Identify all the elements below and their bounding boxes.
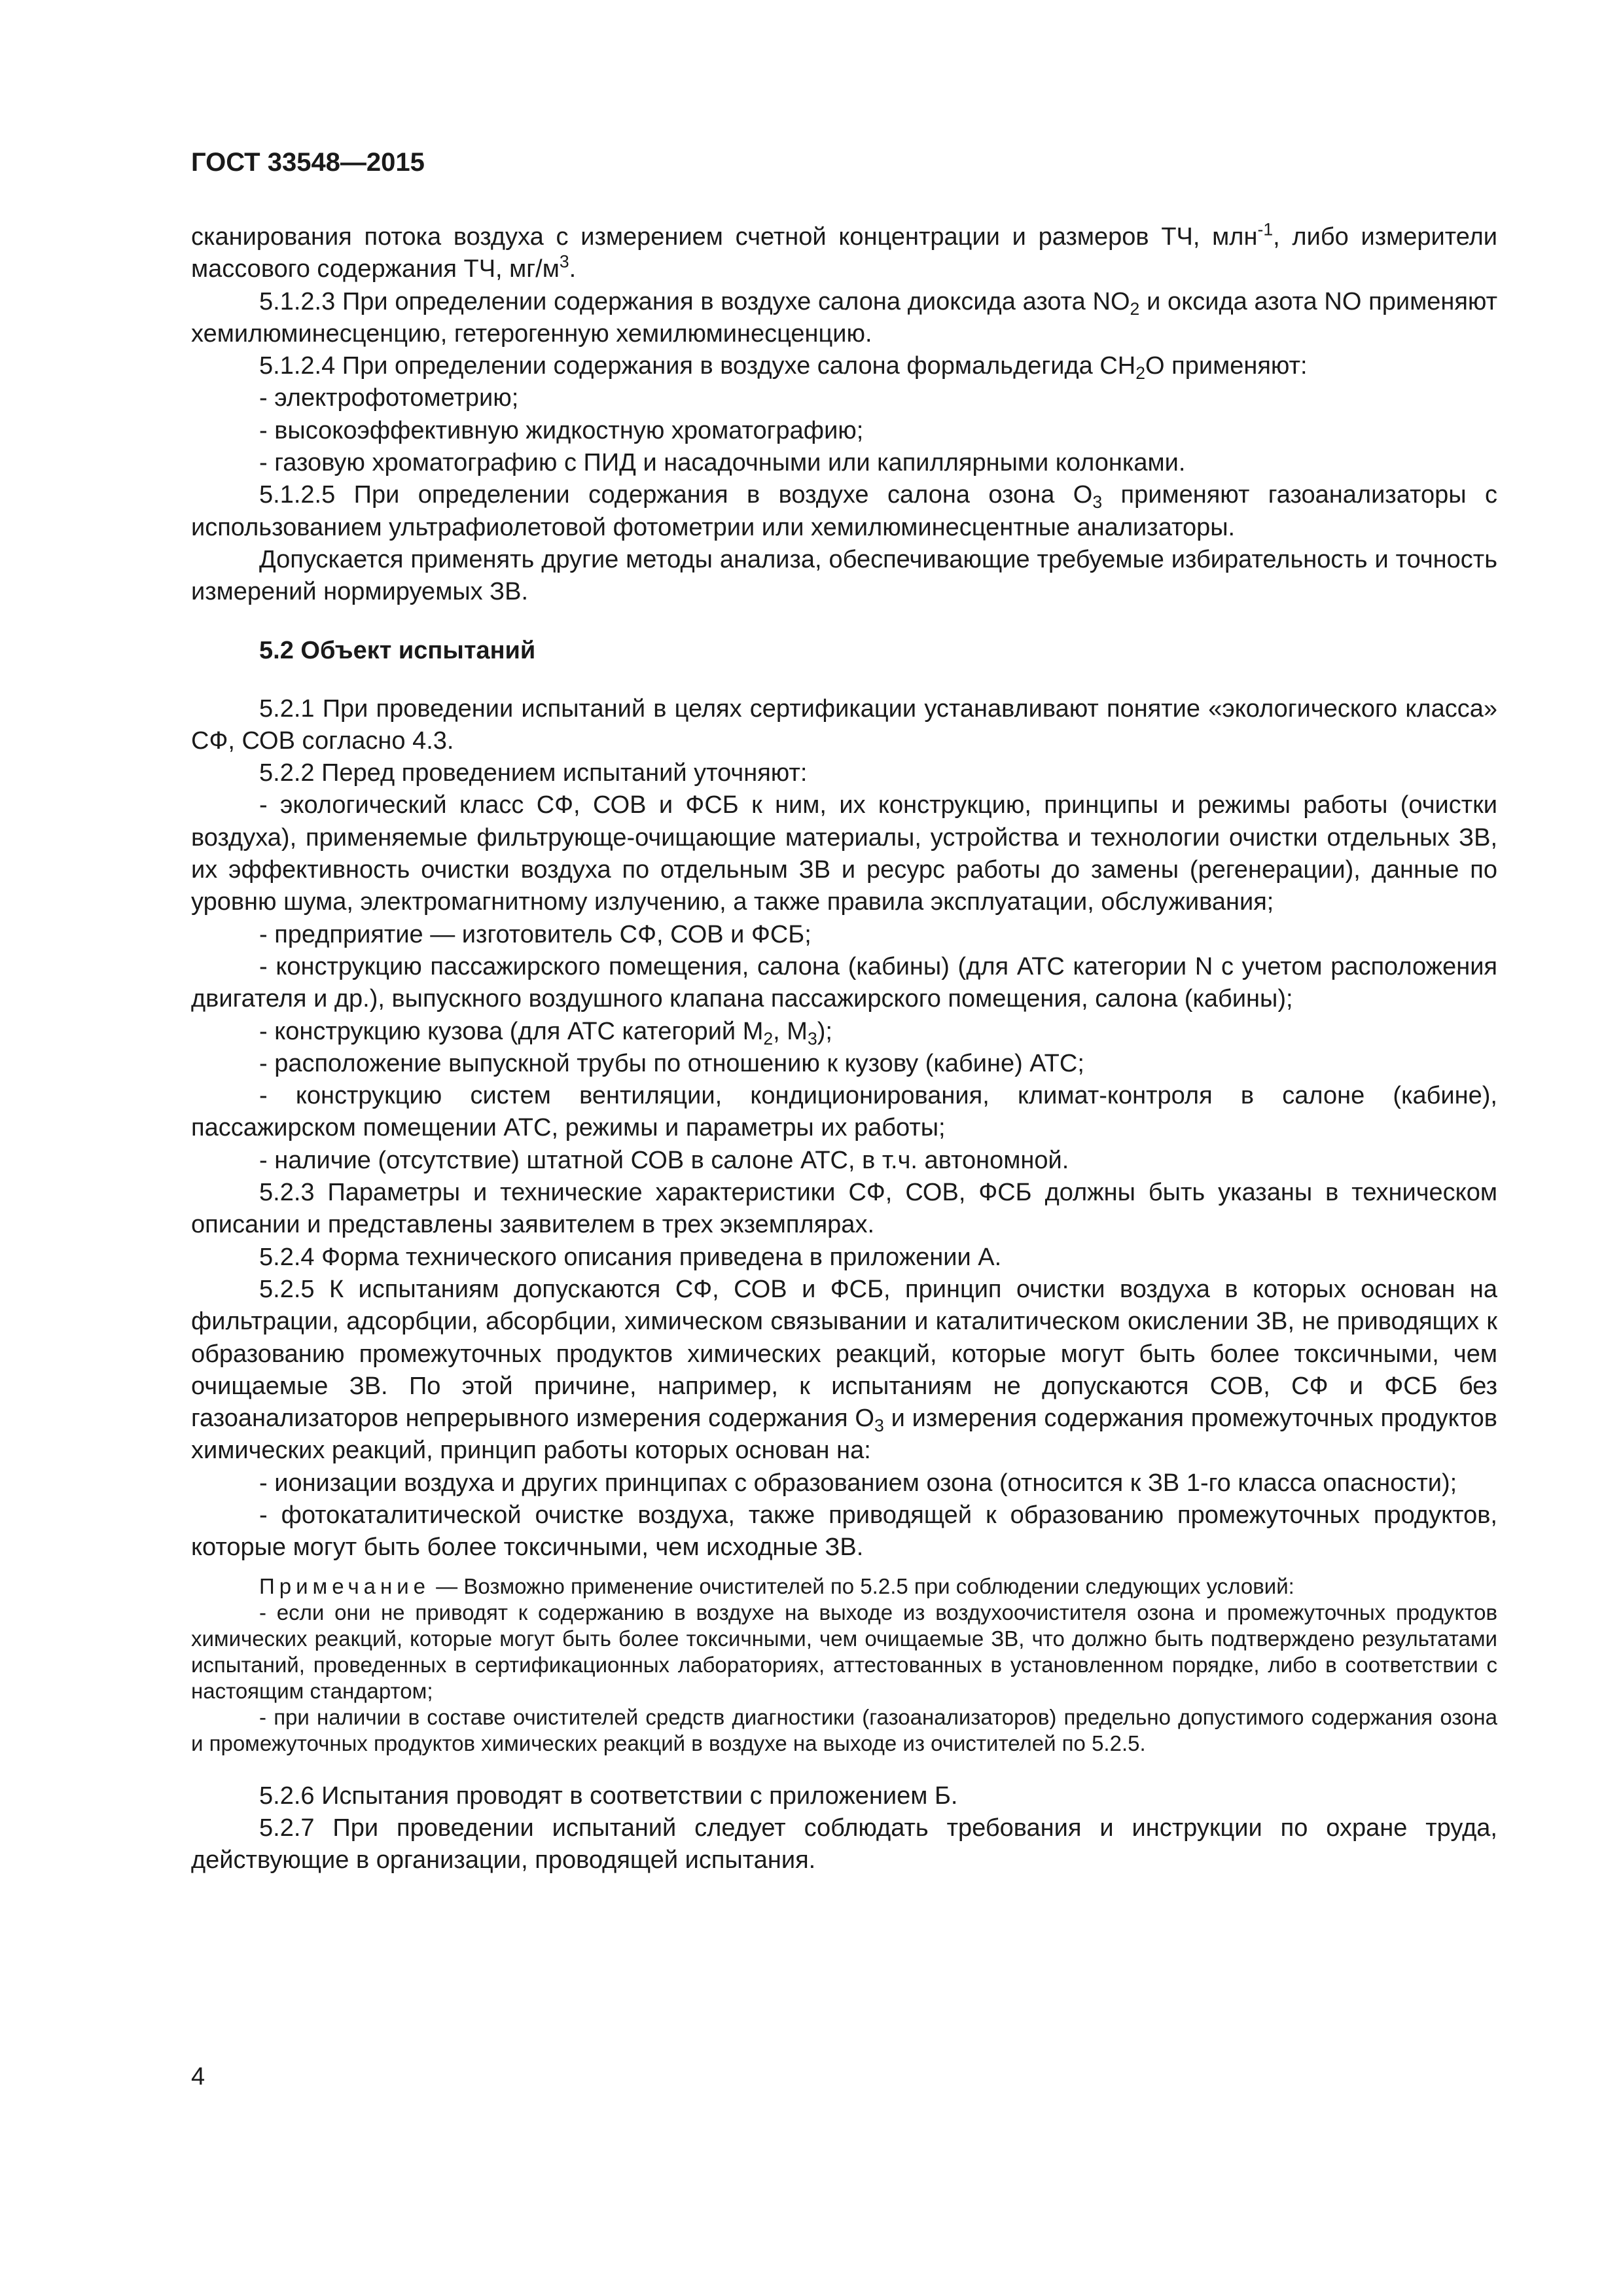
paragraph: Допускается применять другие методы анализа, обеспечивающие требуемые избирательность и точность измерений нормируемых ЗВ.	[191, 545, 1497, 606]
paragraph: сканирования потока воздуха с измерением счетной концентрации и размеров ТЧ, млн$^{-1}$, либо измерители массового содержания ТЧ, $мг/м^3$.	[191, 219, 1497, 283]
closing-block	[191, 1780, 1497, 1877]
note-block	[191, 1573, 1497, 1757]
paragraph: 5.1.2.3 При определении содержания в воздухе салона диоксида азота $NO_2$ и оксида азота NO применяют хемилюминесценцию, гетерогенную хемилюминесценцию.	[191, 287, 1497, 348]
paragraph: 5.2.7 При проведении испытаний следует соблюдать требования и инструкции по охране труда, действующие в организации, проводящей испытания.	[191, 1814, 1497, 1874]
document-page	[191, 0, 1497, 2296]
document-body	[191, 221, 1497, 1876]
note-item: - если они не приводят к содержанию в воздухе на выходе из воздухоочистителя озона и промежуточных продуктов химических реакций, которые могут быть более токсичными, чем очищаемые ЗВ, что должно быть подтверждено результатами испытаний, проведенных в сертификационных лабораториях, аттестованных в установленном порядке, либо в соответствии с настоящим стандартом;	[191, 1600, 1497, 1703]
list-item: - расположение выпускной трубы по отношению к кузову (кабине) АТС;	[259, 1049, 1084, 1077]
document-number: ГОСТ 33548—2015	[191, 148, 425, 177]
paragraph: 5.2.2 Перед проведением испытаний уточняют:	[259, 759, 808, 787]
paragraph: 5.2.6 Испытания проводят в соответствии с приложением Б.	[259, 1782, 958, 1810]
paragraph: 5.2.3 Параметры и технические характеристики СФ, СОВ, ФСБ должны быть указаны в техническом описании и представлены заявителем в трех экземплярах.	[191, 1179, 1497, 1239]
paragraph: 5.2.4 Форма технического описания приведена в приложении А.	[259, 1243, 1002, 1271]
note-intro: Примечание — Возможно применение очистителей по 5.2.5 при соблюдении следующих условий:	[259, 1573, 1294, 1598]
list-item: - предприятие — изготовитель СФ, СОВ и ФСБ;	[259, 920, 812, 948]
paragraph: 5.2.1 При проведении испытаний в целях сертификации устанавливают понятие «экологического класса» СФ, СОВ согласно 4.3.	[191, 694, 1497, 755]
paragraph: 5.2.5 К испытаниям допускаются СФ, СОВ и ФСБ, принцип очистки воздуха в которых основан на фильтрации, адсорбции, абсорбции, химическом связывании и каталитическом окислении ЗВ, не приводящих к образованию промежуточных продуктов химических реакций, которые могут быть более токсичными, чем очищаемые ЗВ. По этой причине, например, к испытаниям не допускаются СОВ, СФ и ФСБ без газоанализаторов непрерывного измерения содержания $O_3$ и измерения содержания промежуточных продуктов химических реакций, принцип работы которых основан на:	[191, 1275, 1497, 1465]
list-item: - газовую хроматографию с ПИД и насадочными или капиллярными колонками.	[259, 449, 1186, 477]
list-item: - экологический класс СФ, СОВ и ФСБ к ним, их конструкцию, принципы и режимы работы (очистки воздуха), применяемые фильтрующе-очищающие материалы, устройства и технологии очистки отдельных ЗВ, их эффективность очистки воздуха по отдельным ЗВ и ресурс работы до замены (регенерации), данные по уровню шума, электромагнитному излучению, а также правила эксплуатации, обслуживания;	[191, 791, 1497, 916]
list-item: - высокоэффективную жидкостную хроматографию;	[259, 416, 864, 444]
paragraph: 5.1.2.5 При определении содержания в воздухе салона озона $O_3$ применяют газоанализаторы с использованием ультрафиолетовой фотометрии или хемилюминесцентные анализаторы.	[191, 481, 1497, 541]
note-item: - при наличии в составе очистителей средств диагностики (газоанализаторов) предельно допустимого содержания озона и промежуточных продуктов химических реакций в воздухе на выходе из очистителей по 5.2.5.	[191, 1704, 1497, 1755]
section-heading: 5.2 Объект испытаний	[259, 636, 536, 664]
list-item: - наличие (отсутствие) штатной СОВ в салоне АТС, в т.ч. автономной.	[259, 1146, 1069, 1174]
page-number: 4	[191, 2063, 205, 2090]
paragraph: 5.1.2.4 При определении содержания в воздухе салона формальдегида $CH_2O$ применяют:	[259, 352, 1308, 384]
list-item: - конструкцию кузова (для АТС категорий $M_2$, $M_3$);	[259, 1017, 832, 1049]
note-label: Примечание	[259, 1573, 431, 1598]
list-item: - электрофотометрию;	[259, 384, 519, 412]
list-item: - конструкцию систем вентиляции, кондиционирования, климат-контроля в салоне (кабине), пассажирском помещении АТС, режимы и параметры их работы;	[191, 1082, 1497, 1142]
list-item: - конструкцию пассажирского помещения, салона (кабины) (для АТС категории N с учетом расположения двигателя и др.), выпускного воздушного клапана пассажирского помещения, салона (кабины);	[191, 952, 1497, 1013]
list-item: - ионизации воздуха и других принципах с образованием озона (относится к ЗВ 1-го класса опасности);	[259, 1469, 1457, 1497]
list-item: - фотокаталитической очистке воздуха, также приводящей к образованию промежуточных продуктов, которые могут быть более токсичными, чем исходные ЗВ.	[191, 1501, 1497, 1562]
